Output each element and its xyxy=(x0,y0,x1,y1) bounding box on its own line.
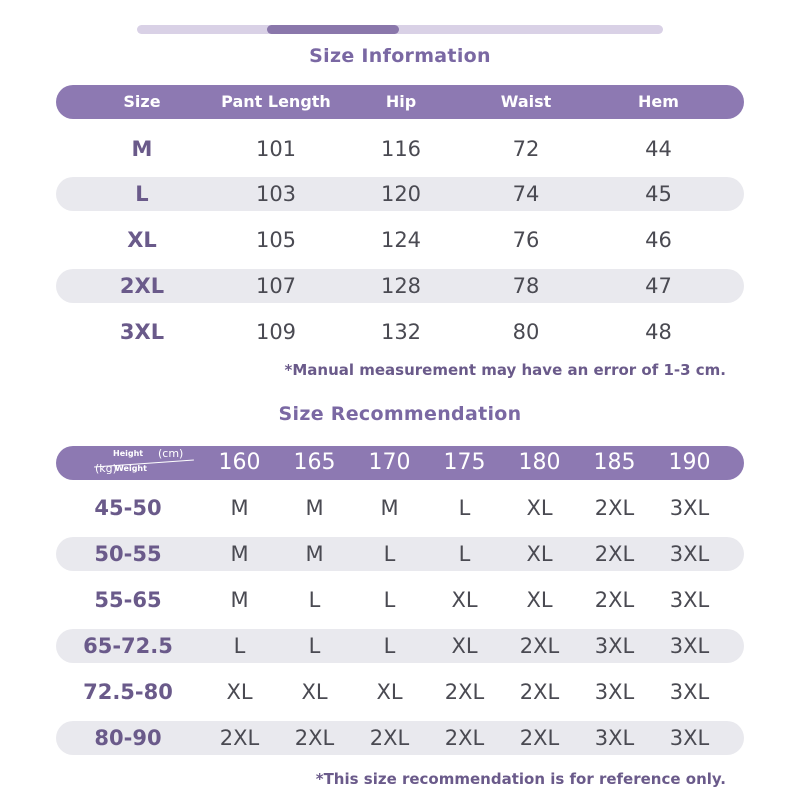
cell-weight: 80-90 xyxy=(94,726,162,750)
cell-size: XL xyxy=(526,496,553,520)
table-row xyxy=(56,721,744,755)
table-row xyxy=(56,223,744,257)
cell-hip: 128 xyxy=(380,274,422,298)
cell-size: L xyxy=(308,634,321,658)
cell-hip: 116 xyxy=(380,137,422,161)
cell-size: 2XL xyxy=(594,588,635,612)
cell-size: 3XL xyxy=(119,320,165,344)
cell-pant-length: 105 xyxy=(255,228,297,252)
cell-size: 3XL xyxy=(669,634,710,658)
cell-pant-length: 101 xyxy=(255,137,297,161)
cell-size: XL xyxy=(526,588,553,612)
cell-size: 3XL xyxy=(594,634,635,658)
cell-waist: 78 xyxy=(512,274,540,298)
cell-size: 3XL xyxy=(594,726,635,750)
cell-waist: 72 xyxy=(512,137,540,161)
cell-size: 3XL xyxy=(594,680,635,704)
weight-unit: (kg) xyxy=(95,462,117,475)
cell-size: 3XL xyxy=(669,542,710,566)
cell-size: L xyxy=(458,542,471,566)
table-row xyxy=(56,132,744,166)
cell-weight: 72.5-80 xyxy=(83,680,173,704)
cell-size: L xyxy=(135,182,149,206)
cell-hem: 45 xyxy=(645,182,672,206)
header-size: Size xyxy=(123,92,161,111)
table-row xyxy=(56,537,744,571)
cell-size: 3XL xyxy=(669,726,710,750)
header-pant-length: Pant Length xyxy=(221,92,331,111)
size-rec-header xyxy=(56,446,744,480)
height-label: Height xyxy=(113,449,144,458)
cell-waist: 80 xyxy=(512,320,540,344)
carousel-indicator-active xyxy=(267,25,399,34)
cell-size: M xyxy=(230,542,249,566)
cell-size: M xyxy=(305,542,324,566)
cell-weight: 65-72.5 xyxy=(83,634,173,658)
table-row xyxy=(56,315,744,349)
table-row xyxy=(56,269,744,303)
table-row xyxy=(56,177,744,211)
cell-waist: 74 xyxy=(512,182,540,206)
cell-size: M xyxy=(230,496,249,520)
cell-size: L xyxy=(383,634,396,658)
cell-size: XL xyxy=(526,542,553,566)
cell-pant-length: 109 xyxy=(255,320,297,344)
cell-size: XL xyxy=(127,228,157,252)
cell-pant-length: 107 xyxy=(255,274,297,298)
cell-size: 2XL xyxy=(519,680,560,704)
cell-size: XL xyxy=(226,680,253,704)
cell-pant-length: 103 xyxy=(255,182,297,206)
cell-size: 2XL xyxy=(294,726,335,750)
cell-size: XL xyxy=(451,588,478,612)
cell-size: 2XL xyxy=(444,680,485,704)
table-row xyxy=(56,629,744,663)
cell-weight: 45-50 xyxy=(94,496,162,520)
recommendation-note: *This size recommendation is for reference only. xyxy=(315,770,726,788)
cell-size: 3XL xyxy=(669,680,710,704)
header-height: 190 xyxy=(668,450,711,475)
cell-hem: 44 xyxy=(645,137,672,161)
table-row xyxy=(56,583,744,617)
header-height: 175 xyxy=(443,450,486,475)
cell-size: XL xyxy=(376,680,403,704)
measurement-note: *Manual measurement may have an error of 1-3 cm. xyxy=(284,361,726,379)
cell-size: 3XL xyxy=(669,496,710,520)
cell-weight: 55-65 xyxy=(94,588,162,612)
cell-size: 2XL xyxy=(519,726,560,750)
size-info-header xyxy=(56,85,744,119)
cell-size: XL xyxy=(451,634,478,658)
cell-size: L xyxy=(458,496,471,520)
height-unit: (cm) xyxy=(158,447,184,460)
cell-size: XL xyxy=(301,680,328,704)
cell-weight: 50-55 xyxy=(94,542,162,566)
cell-size: L xyxy=(308,588,321,612)
header-height: 185 xyxy=(593,450,636,475)
header-height: 160 xyxy=(218,450,261,475)
cell-size: 3XL xyxy=(669,588,710,612)
cell-size: L xyxy=(383,542,396,566)
cell-hem: 48 xyxy=(645,320,672,344)
header-height: 165 xyxy=(293,450,336,475)
cell-hem: 46 xyxy=(645,228,672,252)
header-hip: Hip xyxy=(385,92,417,111)
cell-size: L xyxy=(233,634,246,658)
header-hem: Hem xyxy=(638,92,679,111)
cell-hip: 124 xyxy=(380,228,422,252)
cell-size: 2XL xyxy=(219,726,260,750)
table-row xyxy=(56,491,744,525)
cell-waist: 76 xyxy=(512,228,540,252)
cell-size: M xyxy=(230,588,249,612)
table-row xyxy=(56,675,744,709)
cell-size: 2XL xyxy=(444,726,485,750)
cell-size: L xyxy=(383,588,396,612)
cell-size: 2XL xyxy=(594,496,635,520)
cell-hip: 120 xyxy=(380,182,422,206)
cell-size: 2XL xyxy=(369,726,410,750)
cell-size: M xyxy=(380,496,399,520)
header-height: 180 xyxy=(518,450,561,475)
header-waist: Waist xyxy=(500,92,552,111)
size-recommendation-title: Size Recommendation xyxy=(278,403,522,425)
cell-hem: 47 xyxy=(645,274,672,298)
weight-label: Weight xyxy=(115,464,147,473)
cell-size: M xyxy=(305,496,324,520)
cell-hip: 132 xyxy=(380,320,422,344)
cell-size: 2XL xyxy=(519,634,560,658)
size-information-title: Size Information xyxy=(309,45,491,67)
image-carousel-indicator[interactable] xyxy=(137,25,663,34)
header-height: 170 xyxy=(368,450,411,475)
height-weight-corner xyxy=(56,446,200,480)
cell-size: 2XL xyxy=(594,542,635,566)
cell-size: M xyxy=(131,137,153,161)
cell-size: 2XL xyxy=(119,274,165,298)
